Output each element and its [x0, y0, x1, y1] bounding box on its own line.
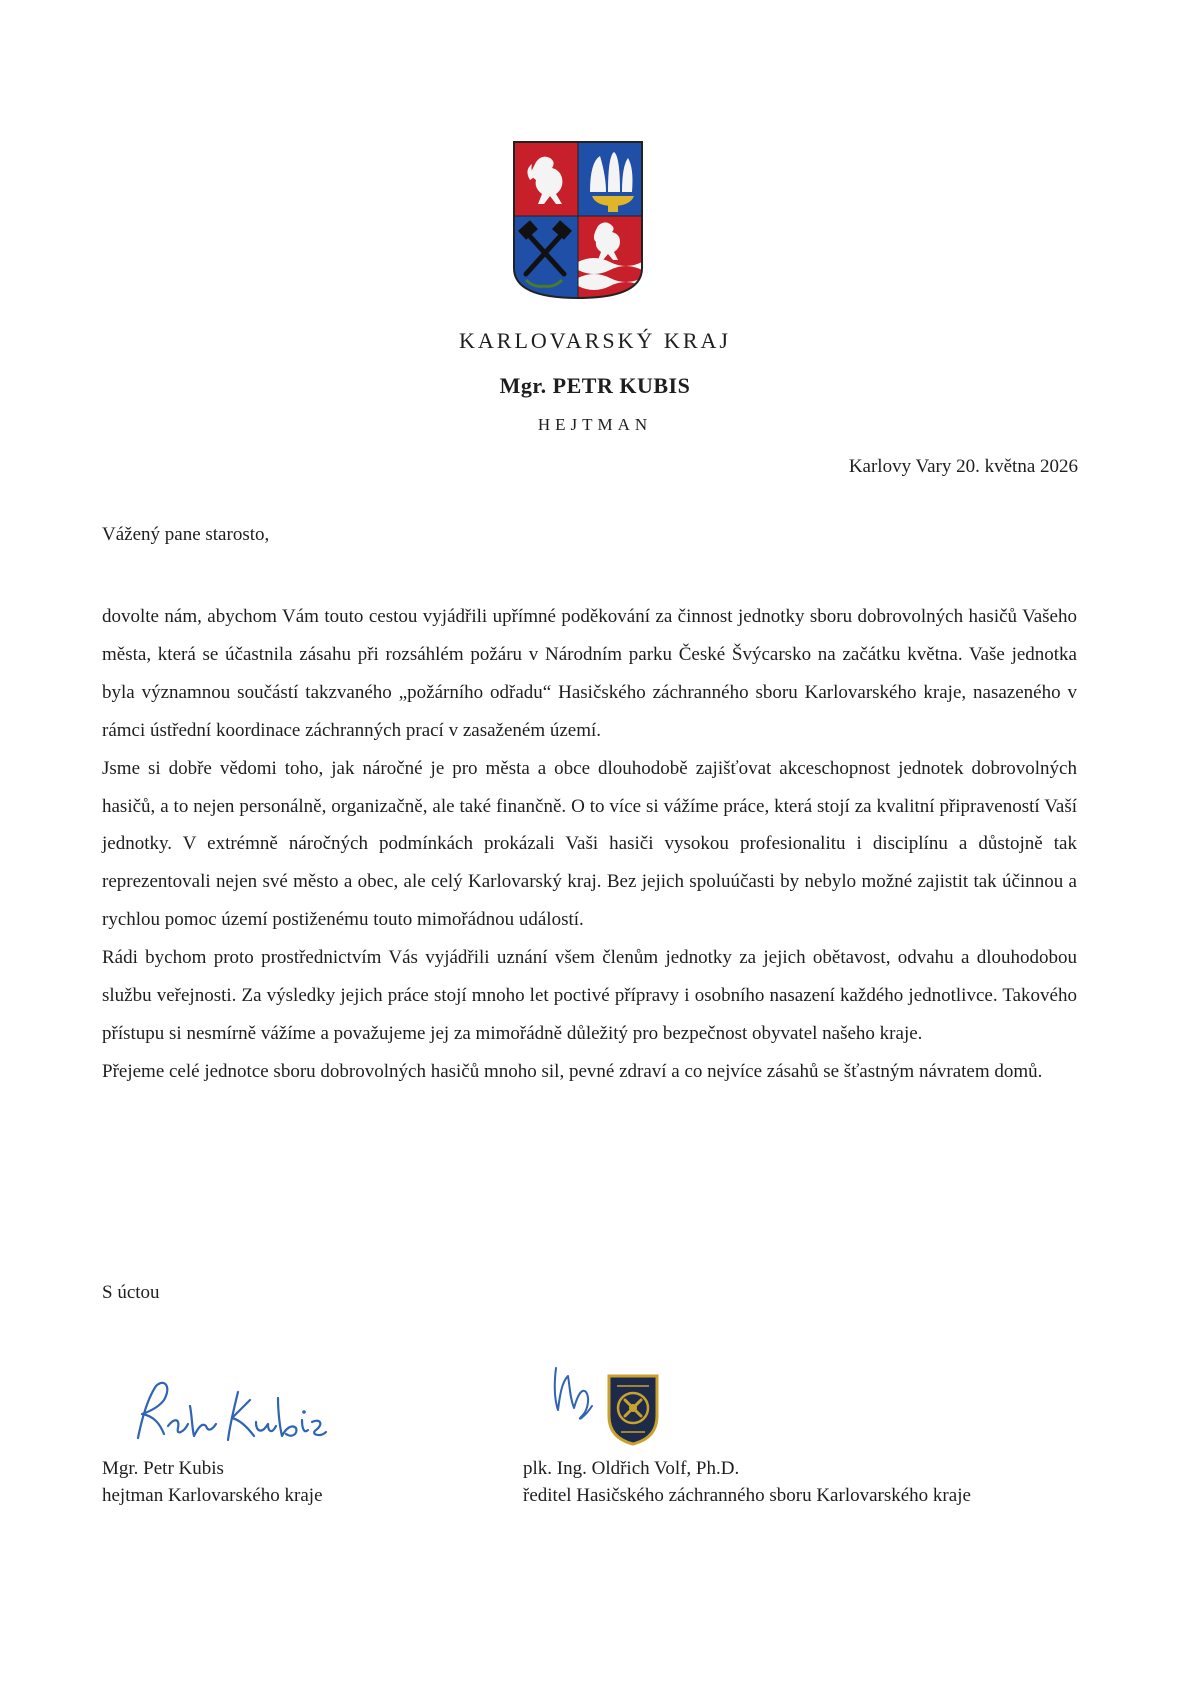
regional-coat-of-arms-icon: [512, 140, 644, 300]
signatory-name: Mgr. Petr Kubis: [102, 1458, 224, 1479]
letterhead-name: Mgr. PETR KUBIS: [499, 373, 691, 398]
paragraph: Přejeme celé jednotce sboru dobrovolných hasičů mnoho sil, pevné zdraví a co nejvíce zásahů se šťastným návratem domů.: [102, 1060, 1043, 1082]
signatory-title: hejtman Karlovarského kraje: [102, 1485, 323, 1506]
paragraph: dovolte nám, abychom Vám touto cestou vyjádřili upřímné poděkování za činnost jednotky sboru dobrovolných hasičů Vašeho města, která se účastnila zásahu při rozsáhlém požáru v Národním parku České Švýcarsko na začátku května. Vaše jednotka byla významnou součástí takzvaného „požárního odřadu“ Hasičského záchranného sboru Karlovarského kraje, nasazeného v rámci ústřední koordinace záchranných prací v zasaženém území.: [102, 606, 1077, 741]
letterhead-region: KARLOVARSKÝ KRAJ: [459, 328, 731, 353]
fire-rescue-seal-icon: [605, 1372, 661, 1446]
letter-body: [102, 598, 1077, 1091]
signature-kubis-icon: [120, 1372, 330, 1452]
paragraph: Jsme si dobře vědomi toho, jak náročné je pro města a obce dlouhodobě zajišťovat akceschopnost jednotek dobrovolných hasičů, a to nejen personálně, organizačně, ale také finančně. O to více si vážíme práce, která stojí za kvalitní připraveností Vaší jednotky. V extrémně náročných podmínkách prokázali Vaši hasiči vysokou profesionalitu i disciplínu a důstojně tak reprezentovali nejen své město a obec, ale celý Karlovarský kraj. Bez jejich spoluúčasti by nebylo možné zajistit tak účinnou a rychlou pomoc území postiženému touto mimořádnou událostí.: [102, 757, 1077, 931]
letter-date: Karlovy Vary 20. května 2026: [848, 456, 1078, 477]
closing: S úctou: [102, 1282, 160, 1303]
letterhead-role: HEJTMAN: [537, 415, 653, 434]
salutation: Vážený pane starosto,: [102, 524, 270, 545]
signatory-block: [102, 1455, 323, 1509]
signatory-block: [523, 1455, 971, 1509]
signatory-title: ředitel Hasičského záchranného sboru Karlovarského kraje: [523, 1485, 971, 1506]
signature-volf-icon: [548, 1358, 604, 1436]
signatory-name: plk. Ing. Oldřich Volf, Ph.D.: [523, 1458, 740, 1479]
paragraph: Rádi bychom proto prostřednictvím Vás vyjádřili uznání všem členům jednotky za jejich obětavost, odvahu a dlouhodobou službu veřejnosti. Za výsledky jejich práce stojí mnoho let poctivé přípravy i osobního nasazení každého jednotlivce. Takového přístupu si nesmírně vážíme a považujeme jej za mimořádně důležitý pro bezpečnost obyvatel našeho kraje.: [102, 947, 1077, 1044]
